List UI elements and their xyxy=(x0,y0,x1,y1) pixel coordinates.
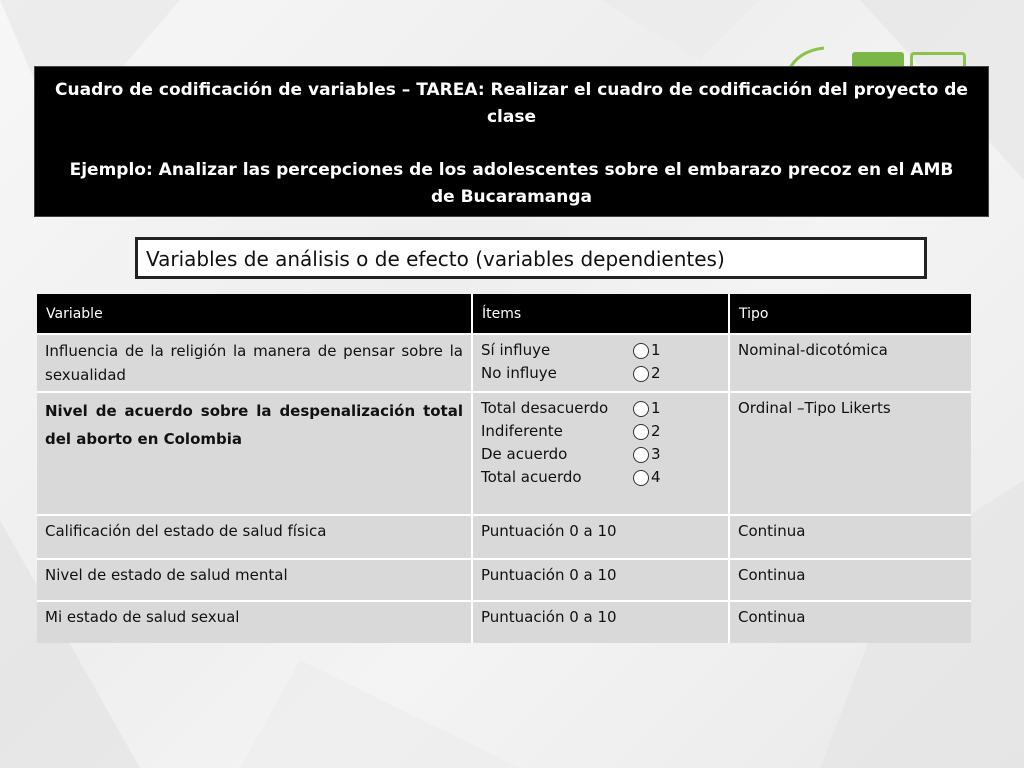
tipo-cell: Nominal-dicotómica xyxy=(729,334,971,392)
tipo-cell: Continua xyxy=(729,559,971,601)
table-row xyxy=(37,334,971,392)
variable-cell: Influencia de la religión la manera de pensar sobre la sexualidad xyxy=(37,334,472,392)
item-option xyxy=(481,339,720,362)
section-subtitle: Variables de análisis o de efecto (variables dependientes) xyxy=(135,237,927,279)
circle-icon xyxy=(633,447,649,463)
item-code: 1 xyxy=(651,341,661,359)
item-label: Total acuerdo xyxy=(481,468,582,486)
table-row xyxy=(37,515,971,559)
item-code: 3 xyxy=(651,445,661,463)
item-option xyxy=(481,466,720,489)
circle-icon xyxy=(633,343,649,359)
variable-cell: Mi estado de salud sexual xyxy=(37,601,472,643)
item-option xyxy=(481,362,720,385)
tipo-cell: Continua xyxy=(729,601,971,643)
header-task: Cuadro de codificación de variables – TAREA: Realizar el cuadro de codificación del proyecto de clase xyxy=(55,80,968,127)
table-row xyxy=(37,559,971,601)
item-label: De acuerdo xyxy=(481,445,568,463)
item-label: Total desacuerdo xyxy=(481,399,609,417)
circle-icon xyxy=(633,470,649,486)
items-cell xyxy=(472,334,729,392)
header-example: Ejemplo: Analizar las percepciones de los adolescentes sobre el embarazo precoz en el AMB de Bucaramanga xyxy=(69,160,954,207)
item-option xyxy=(481,397,720,420)
tipo-cell: Continua xyxy=(729,515,971,559)
item-label: Sí influye xyxy=(481,341,551,359)
items-cell: Puntuación 0 a 10 xyxy=(472,515,729,559)
item-code: 2 xyxy=(651,364,661,382)
item-label: Indiferente xyxy=(481,422,563,440)
items-cell: Puntuación 0 a 10 xyxy=(472,559,729,601)
variable-cell: Nivel de acuerdo sobre la despenalización total del aborto en Colombia xyxy=(37,392,472,515)
table-row xyxy=(37,392,971,515)
circle-icon xyxy=(633,424,649,440)
item-code: 4 xyxy=(651,468,661,486)
table-row xyxy=(37,601,971,643)
items-cell: Puntuación 0 a 10 xyxy=(472,601,729,643)
item-option xyxy=(481,443,720,466)
item-code: 1 xyxy=(651,399,661,417)
item-code: 2 xyxy=(651,422,661,440)
circle-icon xyxy=(633,401,649,417)
column-header-variable: Variable xyxy=(37,294,472,334)
variable-cell: Nivel de estado de salud mental xyxy=(37,559,472,601)
circle-icon xyxy=(633,366,649,382)
variable-cell: Calificación del estado de salud física xyxy=(37,515,472,559)
slide-header xyxy=(34,66,989,217)
coding-table xyxy=(37,294,971,643)
items-cell xyxy=(472,392,729,515)
table-header-row xyxy=(37,294,971,334)
item-option xyxy=(481,420,720,443)
tipo-cell: Ordinal –Tipo Likerts xyxy=(729,392,971,515)
column-header-tipo: Tipo xyxy=(729,294,971,334)
column-header-items: Ítems xyxy=(472,294,729,334)
item-label: No influye xyxy=(481,364,557,382)
